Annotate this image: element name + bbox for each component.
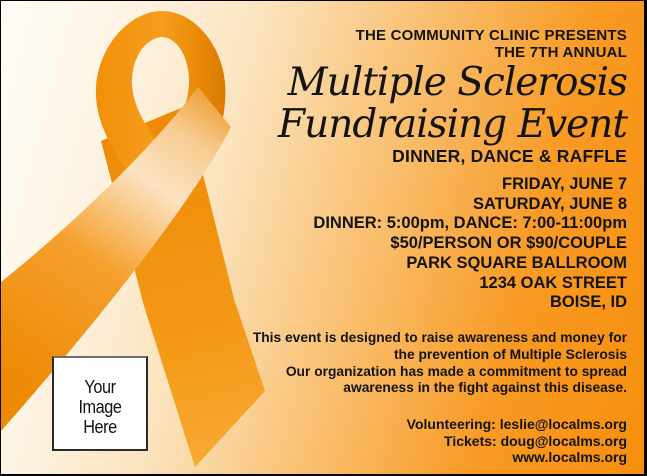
- event-title-line2: Fundraising Event: [278, 102, 627, 147]
- image-placeholder-box[interactable]: [52, 356, 148, 451]
- description-line: This event is designed to raise awareness and money for: [252, 329, 627, 345]
- contact-info: [147, 416, 627, 466]
- annual-line: THE 7TH ANNUAL: [494, 44, 627, 61]
- presents-line: THE COMMUNITY CLINIC PRESENTS: [355, 27, 627, 44]
- description-line: the prevention of Multiple Sclerosis: [393, 346, 627, 362]
- contact-website: www.localms.org: [512, 449, 627, 466]
- event-title-line1: Multiple Sclerosis: [287, 60, 627, 105]
- schedule-line-street: 1234 OAK STREET: [479, 273, 627, 292]
- schedule-line-times: DINNER: 5:00pm, DANCE: 7:00-11:00pm: [313, 214, 627, 233]
- image-placeholder-text: Your: [84, 376, 116, 397]
- schedule-line-venue: PARK SQUARE BALLROOM: [406, 253, 627, 272]
- event-subtitle: DINNER, DANCE & RAFFLE: [392, 146, 627, 166]
- event-schedule: [147, 175, 627, 313]
- schedule-line-saturday: SATURDAY, JUNE 8: [472, 194, 627, 213]
- event-title: [147, 62, 627, 146]
- image-placeholder-text: Here: [83, 416, 117, 437]
- flyer-text-column: [147, 27, 627, 466]
- description-line: Our organization has made a commitment to spread: [285, 363, 627, 379]
- contact-volunteering: Volunteering: leslie@localms.org: [406, 416, 627, 433]
- schedule-line-city: BOISE, ID: [549, 293, 627, 312]
- event-description: [147, 330, 627, 397]
- image-placeholder-text: Image: [78, 396, 122, 417]
- schedule-line-friday: FRIDAY, JUNE 7: [501, 175, 627, 193]
- contact-tickets: Tickets: doug@localms.org: [444, 432, 627, 449]
- schedule-line-price: $50/PERSON OR $90/COUPLE: [390, 234, 627, 253]
- description-line: awareness in the fight against this disease.: [343, 380, 627, 396]
